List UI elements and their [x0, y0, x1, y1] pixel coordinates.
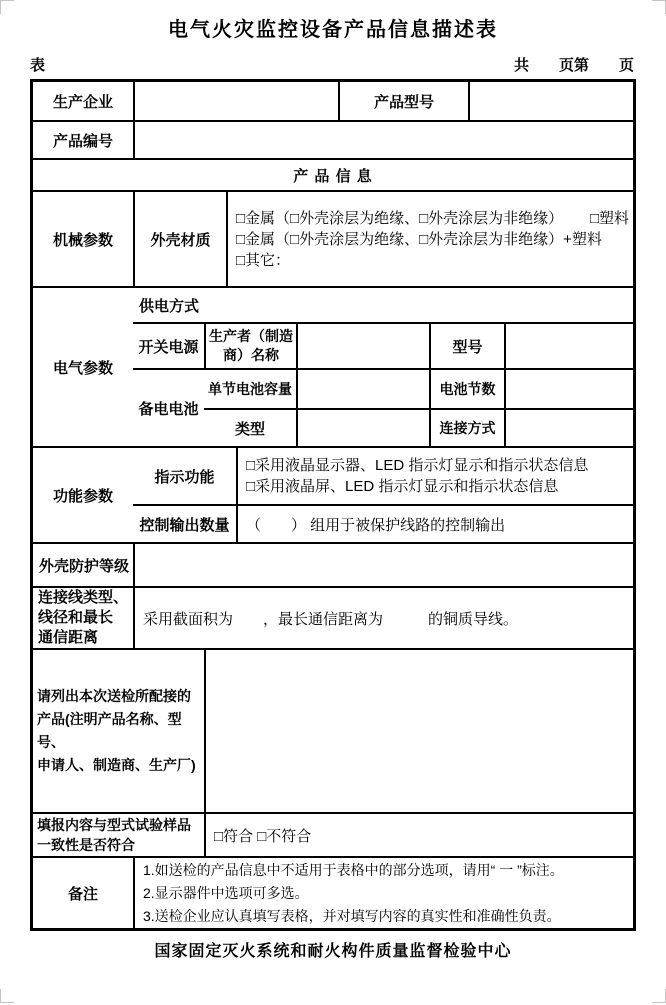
switch-power-model-label: 型号: [429, 324, 504, 368]
indication-options[interactable]: [236, 448, 633, 504]
row-indication: [133, 448, 633, 504]
connected-products-input[interactable]: [204, 650, 633, 812]
functional-label: 功能参数: [52, 487, 113, 505]
ip-rating-input[interactable]: [133, 544, 633, 586]
product-model-label: 产品型号: [338, 82, 468, 120]
row-remarks: [33, 856, 633, 928]
control-output-input[interactable]: （ ） 组用于被保护线路的控制输出: [236, 506, 633, 542]
checkbox-plastic-option[interactable]: □塑料: [589, 209, 629, 227]
page-count-note: 共 页第 页: [513, 57, 634, 74]
row-switch-power: [133, 322, 633, 368]
checkbox-other-option[interactable]: □其它：: [236, 251, 291, 269]
row-power-supply: [133, 288, 633, 322]
section-header: 产 品 信 息: [293, 167, 373, 185]
switch-power-model-input[interactable]: [504, 324, 633, 368]
battery-type-label: 类型: [234, 420, 265, 438]
row-product-no: [33, 120, 633, 158]
org-name: 国家固定灭火系统和耐火构件质量监督检验中心: [154, 943, 512, 960]
row-backup-battery: [133, 368, 633, 446]
control-output-label: 控制输出数量: [139, 516, 230, 534]
battery-capacity-label: 单节电池容量: [208, 380, 292, 397]
product-info-table: [30, 79, 636, 931]
maker-name-label: 生产者（制造 商）名称: [204, 324, 296, 368]
remark-note-1: 1.如送检的产品信息中不适用于表格中的部分选项，请用“ 一 ”标注。: [143, 861, 564, 878]
row-battery-capacity: [204, 370, 633, 408]
backup-battery-label: 备电电池: [138, 400, 199, 418]
product-model-input[interactable]: [468, 82, 633, 120]
page-corner-mark: [652, 0, 666, 14]
form-subline: [30, 54, 636, 75]
row-functional: [33, 446, 633, 542]
wiring-input[interactable]: 采用截面积为 ，最长通信距离为 的铜质导线。: [133, 588, 633, 648]
checkbox-metal-option[interactable]: □金属（□外壳涂层为绝缘、□外壳涂层为非绝缘）: [236, 209, 564, 227]
remarks-content: [133, 858, 633, 928]
battery-count-label: 电池节数: [429, 370, 504, 408]
checkbox-metal-plastic-option[interactable]: □金属（□外壳涂层为绝缘、□外壳涂层为非绝缘）+塑料: [236, 230, 602, 248]
row-wiring: [33, 586, 633, 648]
form-note-left: 表: [30, 57, 46, 74]
consistency-label: 填报内容与型式试验样品 一致性是否符合: [37, 817, 191, 853]
battery-connection-label: 连接方式: [429, 410, 504, 446]
connected-products-label: 请列出本次送检所配接的 产品(注明产品名称、型号、 申请人、制造商、生产厂): [37, 688, 196, 773]
functional-subtable: [133, 448, 633, 542]
battery-count-input[interactable]: [504, 370, 633, 408]
manufacturer-label: 生产企业: [52, 93, 113, 111]
manufacturer-input[interactable]: [133, 82, 338, 120]
backup-battery-subtable: [204, 370, 633, 446]
wiring-label: 连接线类型、 线径和最长 通信距离: [38, 589, 129, 646]
enclosure-material-label: 外壳材质: [133, 192, 226, 286]
page-corner-mark: [0, 989, 14, 1003]
page-corner-mark: [652, 989, 666, 1003]
row-section-header: [33, 158, 633, 190]
electrical-subtable: [133, 288, 633, 446]
battery-connection-input[interactable]: [504, 410, 633, 446]
checkbox-lcd-display-option[interactable]: □采用液晶显示器、LED 指示灯显示和指示状态信息: [246, 457, 589, 474]
row-battery-type: [204, 408, 633, 446]
mechanical-label: 机械参数: [52, 231, 113, 249]
switch-power-label: 开关电源: [138, 338, 199, 356]
maker-name-input[interactable]: [296, 324, 429, 368]
product-no-label: 产品编号: [52, 132, 113, 150]
row-manufacturer: [33, 82, 633, 120]
row-consistency: [33, 812, 633, 856]
remarks-label: 备注: [67, 885, 98, 903]
indication-label: 指示功能: [154, 468, 215, 486]
electrical-label: 电气参数: [52, 359, 113, 377]
row-mechanical: [33, 190, 633, 286]
remark-note-3: 3.送检企业应认真填写表格，并对填写内容的真实性和准确性负责。: [143, 907, 561, 924]
form-title: 电气火灾监控设备产品信息描述表: [168, 19, 498, 41]
row-control-output: [133, 504, 633, 542]
consistency-options[interactable]: □符合 □不符合: [204, 814, 633, 856]
row-electrical: [33, 286, 633, 446]
checkbox-lcd-screen-option[interactable]: □采用液晶屏、LED 指示灯显示和指示状态信息: [246, 478, 559, 495]
row-connected-products: [33, 648, 633, 812]
battery-capacity-input[interactable]: [296, 370, 429, 408]
row-ip-rating: [33, 542, 633, 586]
page-corner-mark: [0, 0, 14, 14]
product-no-input[interactable]: [133, 122, 633, 158]
battery-type-input[interactable]: [296, 410, 429, 446]
ip-rating-label: 外壳防护等级: [39, 557, 130, 575]
power-supply-label[interactable]: 供电方式: [139, 297, 200, 315]
remark-note-2: 2.显示器件中选项可多选。: [143, 884, 309, 901]
enclosure-material-options[interactable]: [226, 192, 633, 286]
